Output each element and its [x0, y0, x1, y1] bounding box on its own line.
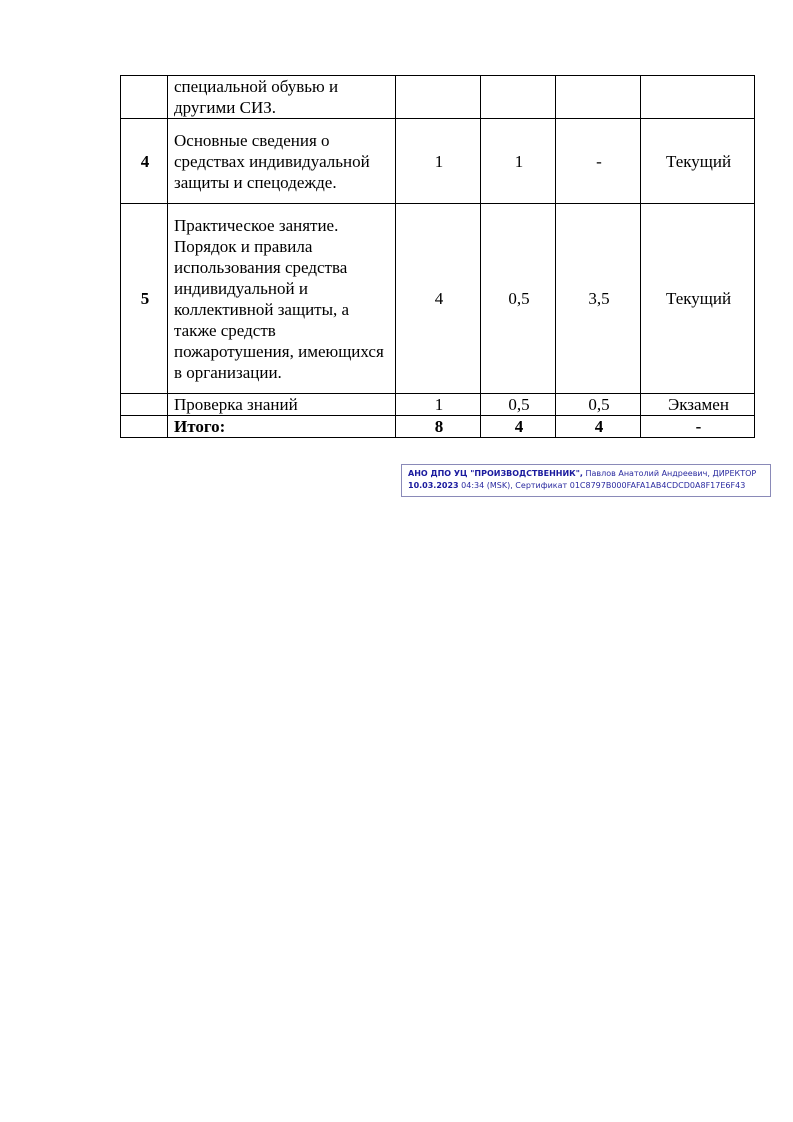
row-number: 5	[121, 204, 168, 394]
table-row	[121, 394, 755, 416]
row-total-hours: 1	[396, 119, 481, 204]
total-practice-hours: 4	[556, 416, 641, 438]
row-practice-hours: 0,5	[556, 394, 641, 416]
total-row	[121, 416, 755, 438]
row-control-form: Текущий	[641, 119, 755, 204]
row-number	[121, 76, 168, 119]
row-control-form	[641, 76, 755, 119]
row-practice-hours	[556, 76, 641, 119]
row-theory-hours	[481, 76, 556, 119]
row-practice-hours: 3,5	[556, 204, 641, 394]
stamp-line-2	[408, 480, 766, 492]
row-total-hours	[396, 76, 481, 119]
electronic-signature-stamp	[401, 464, 771, 497]
row-practice-hours: -	[556, 119, 641, 204]
curriculum-table	[120, 75, 755, 438]
stamp-line-1	[408, 468, 766, 480]
row-control-form: Текущий	[641, 204, 755, 394]
row-control-form: Экзамен	[641, 394, 755, 416]
row-number: 4	[121, 119, 168, 204]
table-row	[121, 204, 755, 394]
row-theory-hours: 1	[481, 119, 556, 204]
total-control-form: -	[641, 416, 755, 438]
row-theory-hours: 0,5	[481, 394, 556, 416]
table-row	[121, 119, 755, 204]
stamp-signer: Павлов Анатолий Андреевич, ДИРЕКТОР	[582, 469, 757, 478]
stamp-certificate: 04:34 (MSK), Сертификат 01C8797B000FAFA1AB4CDCD0A8F17E6F43	[458, 481, 746, 490]
row-topic: Основные сведения о средствах индивидуальной защиты и спецодежде.	[168, 119, 396, 204]
total-label: Итого:	[168, 416, 396, 438]
table-row	[121, 76, 755, 119]
stamp-organization: АНО ДПО УЦ "ПРОИЗВОДСТВЕННИК",	[408, 469, 583, 478]
row-total-hours: 4	[396, 204, 481, 394]
total-hours: 8	[396, 416, 481, 438]
row-topic: Проверка знаний	[168, 394, 396, 416]
total-theory-hours: 4	[481, 416, 556, 438]
row-number	[121, 394, 168, 416]
row-topic: специальной обувью и другими СИЗ.	[168, 76, 396, 119]
total-number	[121, 416, 168, 438]
row-total-hours: 1	[396, 394, 481, 416]
row-theory-hours: 0,5	[481, 204, 556, 394]
stamp-date: 10.03.2023	[408, 481, 459, 490]
row-topic: Практическое занятие. Порядок и правила использования средства индивидуальной и коллективной защиты, а также средств пожаротушения, имеющихся в организации.	[168, 204, 396, 394]
